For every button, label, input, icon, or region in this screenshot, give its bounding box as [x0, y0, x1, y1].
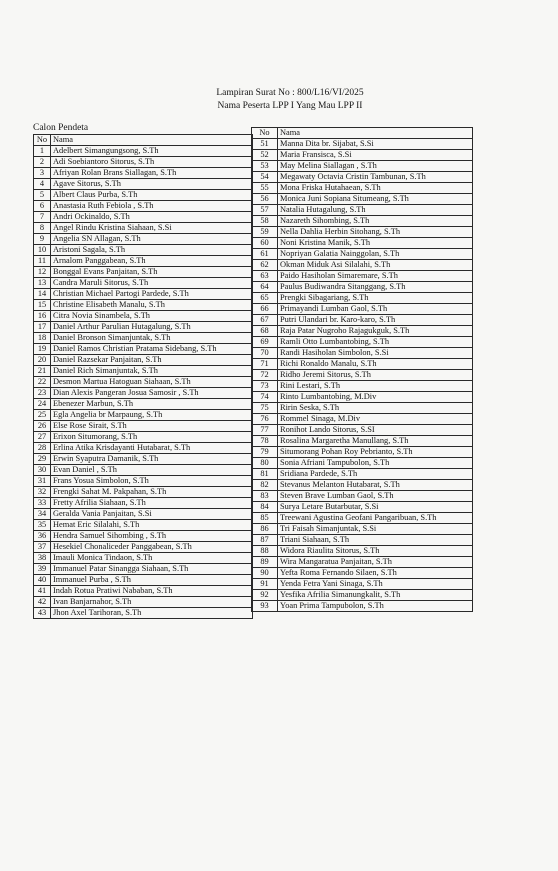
row-number: 75 — [252, 403, 278, 414]
table-row — [252, 194, 473, 205]
table-row — [34, 245, 253, 256]
table-row — [252, 568, 473, 579]
table-row — [252, 524, 473, 535]
table-row — [34, 146, 253, 157]
row-number: 51 — [252, 139, 278, 150]
row-number: 12 — [34, 267, 51, 278]
table-row — [252, 403, 473, 414]
table-row — [34, 586, 253, 597]
table-row — [34, 542, 253, 553]
participant-name: Evan Daniel , S.Th — [51, 465, 253, 476]
table-row — [34, 410, 253, 421]
table-row — [34, 289, 253, 300]
row-number: 29 — [34, 454, 51, 465]
participant-name: Daniel Ramos Christian Pratama Sidebang, S.Th — [51, 344, 253, 355]
table-row — [34, 498, 253, 509]
participant-name: Indah Rotua Pratiwi Nababan, S.Th — [51, 586, 253, 597]
participant-name: Randi Hasiholan Simbolon, S.Si — [278, 348, 473, 359]
row-number: 38 — [34, 553, 51, 564]
participant-name: Andri Ockinaldo, S.Th — [51, 212, 253, 223]
row-number: 92 — [252, 590, 278, 601]
row-number: 18 — [34, 333, 51, 344]
row-number: 37 — [34, 542, 51, 553]
participant-name: Angelia SN Allagan, S.Th — [51, 234, 253, 245]
participant-name: Frengki Sahat M. Pakpahan, S.Th — [51, 487, 253, 498]
row-number: 59 — [252, 227, 278, 238]
table-row — [252, 447, 473, 458]
table-row — [252, 315, 473, 326]
row-number: 79 — [252, 447, 278, 458]
table-row — [34, 212, 253, 223]
row-number: 43 — [34, 608, 51, 619]
row-number: 63 — [252, 271, 278, 282]
table-row — [252, 469, 473, 480]
row-number: 58 — [252, 216, 278, 227]
row-number: 39 — [34, 564, 51, 575]
participant-name: Aristoni Sagala, S.Th — [51, 245, 253, 256]
row-number: 65 — [252, 293, 278, 304]
participant-name: Ririn Seska, S.Th — [278, 403, 473, 414]
table-row — [34, 333, 253, 344]
participant-name: Rosalina Margaretha Manullang, S.Th — [278, 436, 473, 447]
participant-name: Monica Juni Sopiana Situmeang, S.Th — [278, 194, 473, 205]
participant-name: Mona Friska Hutahaean, S.Th — [278, 183, 473, 194]
table-row — [34, 168, 253, 179]
row-number: 25 — [34, 410, 51, 421]
table-row — [34, 564, 253, 575]
participant-name: Egla Angelia br Marpaung, S.Th — [51, 410, 253, 421]
participant-name: Natalia Hutagalung, S.Th — [278, 205, 473, 216]
table-row — [252, 491, 473, 502]
table-row — [252, 337, 473, 348]
row-number: 70 — [252, 348, 278, 359]
table-row — [252, 260, 473, 271]
table-row — [252, 480, 473, 491]
row-number: 35 — [34, 520, 51, 531]
table-row — [34, 355, 253, 366]
participant-name: Sonia Afriani Tampubolon, S.Th — [278, 458, 473, 469]
table-row — [252, 425, 473, 436]
table-row — [252, 348, 473, 359]
participant-name: Immanuel Purba , S.Th — [51, 575, 253, 586]
table-row — [34, 421, 253, 432]
participant-name: Okman Miduk Asi Silalahi, S.Th — [278, 260, 473, 271]
row-number: 9 — [34, 234, 51, 245]
row-number: 22 — [34, 377, 51, 388]
table-row — [252, 502, 473, 513]
table-row — [252, 436, 473, 447]
row-number: 86 — [252, 524, 278, 535]
participant-name: Albert Claus Purba, S.Th — [51, 190, 253, 201]
column-header-no: No — [34, 135, 51, 146]
participants-table-right — [251, 127, 473, 612]
table-row — [34, 322, 253, 333]
row-number: 30 — [34, 465, 51, 476]
table-row — [34, 454, 253, 465]
participant-name: Else Rose Sirait, S.Th — [51, 421, 253, 432]
table-row — [34, 608, 253, 619]
table-row — [252, 183, 473, 194]
table-row — [34, 267, 253, 278]
column-header-no: No — [252, 128, 278, 139]
row-number: 83 — [252, 491, 278, 502]
participant-name: Afriyan Rolan Brans Siallagan, S.Th — [51, 168, 253, 179]
table-row — [252, 205, 473, 216]
column-header-name: Nama — [278, 128, 473, 139]
table-row — [34, 432, 253, 443]
participant-name: Hesekiel Chonaliceder Panggabean, S.Th — [51, 542, 253, 553]
row-number: 32 — [34, 487, 51, 498]
participant-name: Frans Yosua Simbolon, S.Th — [51, 476, 253, 487]
participant-name: Rini Lestari, S.Th — [278, 381, 473, 392]
column-header-name: Nama — [51, 135, 253, 146]
row-number: 3 — [34, 168, 51, 179]
table-row — [252, 238, 473, 249]
table-row — [34, 366, 253, 377]
row-number: 60 — [252, 238, 278, 249]
participant-name: Erlina Atika Krisdayanti Hutabarat, S.Th — [51, 443, 253, 454]
participant-name: Rommel Sinaga, M.Div — [278, 414, 473, 425]
row-number: 2 — [34, 157, 51, 168]
row-number: 77 — [252, 425, 278, 436]
participant-name: Daniel Rich Simanjuntak, S.Th — [51, 366, 253, 377]
row-number: 14 — [34, 289, 51, 300]
row-number: 15 — [34, 300, 51, 311]
participant-name: Erwin Syaputra Damanik, S.Th — [51, 454, 253, 465]
participant-name: Christian Michael Partogi Pardede, S.Th — [51, 289, 253, 300]
row-number: 88 — [252, 546, 278, 557]
table-row — [252, 161, 473, 172]
table-row — [34, 520, 253, 531]
table-row — [252, 414, 473, 425]
row-number: 80 — [252, 458, 278, 469]
table-row — [34, 311, 253, 322]
table-row — [252, 249, 473, 260]
participant-name: Citra Novia Sinambela, S.Th — [51, 311, 253, 322]
table-row — [252, 557, 473, 568]
participant-name: Angel Rindu Kristina Siahaan, S.Si — [51, 223, 253, 234]
table-row — [34, 179, 253, 190]
participant-name: Steven Brave Lumban Gaol, S.Th — [278, 491, 473, 502]
participant-name: Yefta Roma Fernando Silaen, S.Th — [278, 568, 473, 579]
row-number: 52 — [252, 150, 278, 161]
participant-name: Adelbert Simangungsong, S.Th — [51, 146, 253, 157]
row-number: 16 — [34, 311, 51, 322]
table-header-row — [252, 128, 473, 139]
participant-name: Christine Elisabeth Manalu, S.Th — [51, 300, 253, 311]
participant-name: Anastasia Ruth Febiola , S.Th — [51, 201, 253, 212]
table-row — [252, 150, 473, 161]
table-row — [34, 487, 253, 498]
table-row — [252, 293, 473, 304]
participant-name: Nazareth Sihombing, S.Th — [278, 216, 473, 227]
participant-name: Desmon Martua Hatoguan Siahaan, S.Th — [51, 377, 253, 388]
table-row — [252, 513, 473, 524]
row-number: 13 — [34, 278, 51, 289]
participant-name: Prengki Sibagariang, S.Th — [278, 293, 473, 304]
row-number: 72 — [252, 370, 278, 381]
row-number: 78 — [252, 436, 278, 447]
row-number: 64 — [252, 282, 278, 293]
participant-name: Candra Maruli Sitorus, S.Th — [51, 278, 253, 289]
row-number: 89 — [252, 557, 278, 568]
document-subject: Nama Peserta LPP I Yang Mau LPP II — [217, 101, 363, 111]
table-row — [34, 201, 253, 212]
table-row — [252, 326, 473, 337]
participant-name: Bonggal Evans Panjaitan, S.Th — [51, 267, 253, 278]
table-row — [252, 172, 473, 183]
participant-name: Adi Soebiantoro Sitorus, S.Th — [51, 157, 253, 168]
participant-name: Nella Dahlia Herbin Sitohang, S.Th — [278, 227, 473, 238]
row-number: 24 — [34, 399, 51, 410]
row-number: 87 — [252, 535, 278, 546]
row-number: 20 — [34, 355, 51, 366]
table-row — [252, 370, 473, 381]
table-row — [34, 597, 253, 608]
participant-name: Noni Kristina Manik, S.Th — [278, 238, 473, 249]
participant-name: Hendra Samuel Sihombing , S.Th — [51, 531, 253, 542]
participant-name: Situmorang Pohan Roy Pebrianto, S.Th — [278, 447, 473, 458]
row-number: 68 — [252, 326, 278, 337]
letter-reference: Lampiran Surat No : 800/L16/VI/2025 — [216, 88, 364, 98]
table-row — [252, 579, 473, 590]
table-row — [34, 509, 253, 520]
table-row — [34, 190, 253, 201]
table-row — [34, 234, 253, 245]
participant-name: Paulus Budiwandra Sitanggang, S.Th — [278, 282, 473, 293]
participant-name: Surya Letare Butarbutar, S.Si — [278, 502, 473, 513]
row-number: 54 — [252, 172, 278, 183]
participant-name: Fretty Afrilia Siahaan, S.Th — [51, 498, 253, 509]
participant-name: Primayandi Lumban Gaol, S.Th — [278, 304, 473, 315]
table-row — [252, 304, 473, 315]
table-row — [252, 359, 473, 370]
row-number: 33 — [34, 498, 51, 509]
table-row — [252, 546, 473, 557]
table-row — [34, 476, 253, 487]
participant-name: Ivan Banjarnahor, S.Th — [51, 597, 253, 608]
row-number: 41 — [34, 586, 51, 597]
row-number: 27 — [34, 432, 51, 443]
participant-name: Daniel Bronson Simanjuntak, S.Th — [51, 333, 253, 344]
table-row — [34, 388, 253, 399]
participant-name: Daniel Arthur Parulian Hutagalung, S.Th — [51, 322, 253, 333]
row-number: 26 — [34, 421, 51, 432]
row-number: 31 — [34, 476, 51, 487]
row-number: 73 — [252, 381, 278, 392]
table-header-row — [34, 135, 253, 146]
participant-name: Paido Hasiholan Simaremare, S.Th — [278, 271, 473, 282]
table-row — [34, 399, 253, 410]
table-row — [252, 271, 473, 282]
participant-name: Nopriyan Galatia Nainggolan, S.Th — [278, 249, 473, 260]
table-row — [252, 601, 473, 612]
row-number: 66 — [252, 304, 278, 315]
row-number: 21 — [34, 366, 51, 377]
row-number: 8 — [34, 223, 51, 234]
row-number: 19 — [34, 344, 51, 355]
row-number: 55 — [252, 183, 278, 194]
table-row — [34, 344, 253, 355]
row-number: 56 — [252, 194, 278, 205]
row-number: 82 — [252, 480, 278, 491]
row-number: 40 — [34, 575, 51, 586]
participant-name: Daniel Razsekar Panjaitan, S.Th — [51, 355, 253, 366]
section-label: Calon Pendeta — [33, 123, 89, 133]
participant-name: Wira Mangaratua Panjaitan, S.Th — [278, 557, 473, 568]
participant-name: Manna Dita br. Sijabat, S.Si — [278, 139, 473, 150]
table-row — [34, 465, 253, 476]
row-number: 81 — [252, 469, 278, 480]
participant-name: Rinto Lumbantobing, M.Div — [278, 392, 473, 403]
table-row — [34, 553, 253, 564]
participant-name: Yenda Fetra Yani Sinaga, S.Th — [278, 579, 473, 590]
table-row — [34, 157, 253, 168]
row-number: 6 — [34, 201, 51, 212]
table-row — [34, 377, 253, 388]
participant-name: Jhon Axel Tarihoran, S.Th — [51, 608, 253, 619]
participant-name: Triani Siahaan, S.Th — [278, 535, 473, 546]
row-number: 23 — [34, 388, 51, 399]
participant-name: Stevanus Melanton Hutabarat, S.Th — [278, 480, 473, 491]
row-number: 67 — [252, 315, 278, 326]
row-number: 91 — [252, 579, 278, 590]
participant-name: Treewani Agustina Geofani Pangaribuan, S.Th — [278, 513, 473, 524]
table-row — [34, 531, 253, 542]
participant-name: Ronihot Lando Sitorus, S.SI — [278, 425, 473, 436]
participant-name: Yesfika Afrilia Simanungkalit, S.Th — [278, 590, 473, 601]
row-number: 4 — [34, 179, 51, 190]
row-number: 84 — [252, 502, 278, 513]
table-row — [252, 535, 473, 546]
row-number: 61 — [252, 249, 278, 260]
table-row — [252, 227, 473, 238]
row-number: 76 — [252, 414, 278, 425]
participant-name: Imauli Monica Tindaon, S.Th — [51, 553, 253, 564]
table-row — [34, 575, 253, 586]
row-number: 17 — [34, 322, 51, 333]
table-row — [252, 282, 473, 293]
participant-name: Maria Fransisca, S.Si — [278, 150, 473, 161]
row-number: 34 — [34, 509, 51, 520]
table-row — [34, 278, 253, 289]
table-row — [34, 443, 253, 454]
table-row — [252, 458, 473, 469]
table-row — [252, 139, 473, 150]
table-row — [34, 223, 253, 234]
row-number: 85 — [252, 513, 278, 524]
participant-name: Hemat Eric Silalahi, S.Th — [51, 520, 253, 531]
row-number: 93 — [252, 601, 278, 612]
row-number: 10 — [34, 245, 51, 256]
row-number: 57 — [252, 205, 278, 216]
row-number: 90 — [252, 568, 278, 579]
row-number: 11 — [34, 256, 51, 267]
participant-name: Sridiana Pardede, S.Th — [278, 469, 473, 480]
row-number: 74 — [252, 392, 278, 403]
participant-name: Ebenezer Marbun, S.Th — [51, 399, 253, 410]
table-row — [34, 256, 253, 267]
participant-name: Ridho Jeremi Sitorus, S.Th — [278, 370, 473, 381]
participant-name: Megawaty Octavia Cristin Tambunan, S.Th — [278, 172, 473, 183]
row-number: 1 — [34, 146, 51, 157]
participant-name: Erixon Situmorang, S.Th — [51, 432, 253, 443]
table-row — [252, 381, 473, 392]
participant-name: Putri Ulandari br. Karo-karo, S.Th — [278, 315, 473, 326]
row-number: 42 — [34, 597, 51, 608]
participant-name: Widora Riaulita Sitorus, S.Th — [278, 546, 473, 557]
participant-name: Dian Alexis Pangeran Josua Samosir , S.Th — [51, 388, 253, 399]
row-number: 36 — [34, 531, 51, 542]
participant-name: Tri Faisah Simanjuntak, S.Si — [278, 524, 473, 535]
participant-name: Yoan Prima Tampubolon, S.Th — [278, 601, 473, 612]
participant-name: Ramli Otto Lumbantobing, S.Th — [278, 337, 473, 348]
table-row — [252, 216, 473, 227]
row-number: 71 — [252, 359, 278, 370]
row-number: 5 — [34, 190, 51, 201]
participant-name: Immanuel Patar Sinangga Siahaan, S.Th — [51, 564, 253, 575]
participant-name: Richi Ronaldo Manalu, S.Th — [278, 359, 473, 370]
row-number: 69 — [252, 337, 278, 348]
participant-name: May Melina Siallagan , S.Th — [278, 161, 473, 172]
participants-table-left — [33, 134, 253, 619]
row-number: 53 — [252, 161, 278, 172]
participant-name: Agave Sitorus, S.Th — [51, 179, 253, 190]
table-row — [252, 392, 473, 403]
table-row — [34, 300, 253, 311]
table-row — [252, 590, 473, 601]
row-number: 62 — [252, 260, 278, 271]
participant-name: Geralda Vania Panjaitan, S.Si — [51, 509, 253, 520]
participant-name: Raja Patar Nugroho Rajagukguk, S.Th — [278, 326, 473, 337]
participant-name: Arnalom Panggabean, S.Th — [51, 256, 253, 267]
row-number: 28 — [34, 443, 51, 454]
row-number: 7 — [34, 212, 51, 223]
